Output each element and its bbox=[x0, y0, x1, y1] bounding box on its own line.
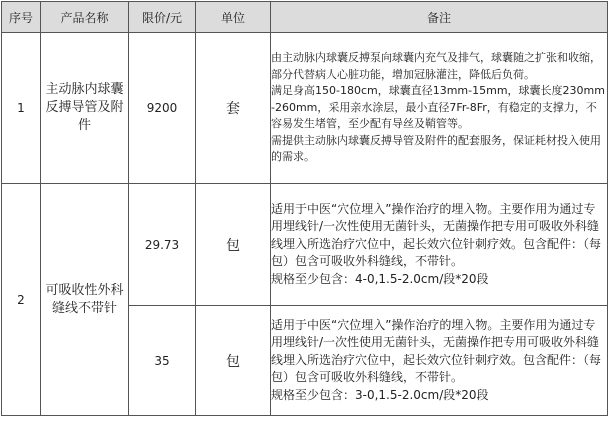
price-limit: 9200 bbox=[129, 33, 196, 184]
unit: 包 bbox=[196, 306, 271, 416]
remarks-cell bbox=[271, 306, 608, 416]
unit: 包 bbox=[196, 184, 271, 306]
product-price-table bbox=[1, 1, 608, 416]
table-header-row bbox=[2, 2, 608, 33]
header-remarks: 备注 bbox=[271, 2, 608, 33]
remark-line: 由主动脉内球囊反搏泵向球囊内充气及排气，球囊随之扩张和收缩，部分代替病人心脏功能，增加冠脉灌注，降低后负荷。 bbox=[271, 51, 601, 81]
remark-line: 规格至少包含：4-0,1.5-2.0cm/段*20段 bbox=[271, 271, 489, 286]
unit: 套 bbox=[196, 33, 271, 184]
remark-line: 适用于中医“穴位埋入”操作治疗的埋入物。主要作用为通过专用埋线针/一次性使用无菌针头，无菌操作把专用可吸收外科缝线埋入所选治疗穴位中，起长效穴位针刺疗效。包含配件：（每包）包含可吸收外科缝线，不带针。 bbox=[271, 201, 602, 269]
remarks-cell bbox=[271, 184, 608, 306]
remarks-cell bbox=[271, 33, 608, 184]
remark-line: 需提供主动脉内球囊反搏导管及附件的配套服务，保证耗材投入使用的需求。 bbox=[271, 133, 601, 164]
row-index: 2 bbox=[2, 184, 41, 416]
row-index: 1 bbox=[2, 33, 41, 184]
price-limit: 35 bbox=[129, 306, 196, 416]
table-row bbox=[2, 33, 608, 184]
header-unit: 单位 bbox=[196, 2, 271, 33]
header-index: 序号 bbox=[2, 2, 41, 33]
header-product-name: 产品名称 bbox=[41, 2, 129, 33]
product-name: 可吸收性外科缝线不带针 bbox=[41, 184, 129, 416]
price-limit: 29.73 bbox=[129, 184, 196, 306]
table-row bbox=[2, 184, 608, 306]
remark-line: 满足身高150-180cm，球囊直径13mm-15mm，球囊长度230mm-260mm，采用亲水涂层，最小直径7Fr-8Fr，有稳定的支撑力，不容易发生堵管，至少配有导丝及鞘管等。 bbox=[271, 84, 605, 131]
product-name: 主动脉内球囊反搏导管及附件 bbox=[41, 33, 129, 184]
remark-line: 规格至少包含：3-0,1.5-2.0cm/段*20段 bbox=[271, 387, 489, 402]
header-price-limit: 限价/元 bbox=[129, 2, 196, 33]
remark-line: 适用于中医“穴位埋入”操作治疗的埋入物。主要作用为通过专用埋线针/一次性使用无菌针头，无菌操作把专用可吸收外科缝线埋入所选治疗穴位中，起长效穴位针刺疗效。包含配件：（每包）包含可吸收外科缝线，不带针。 bbox=[271, 317, 602, 385]
